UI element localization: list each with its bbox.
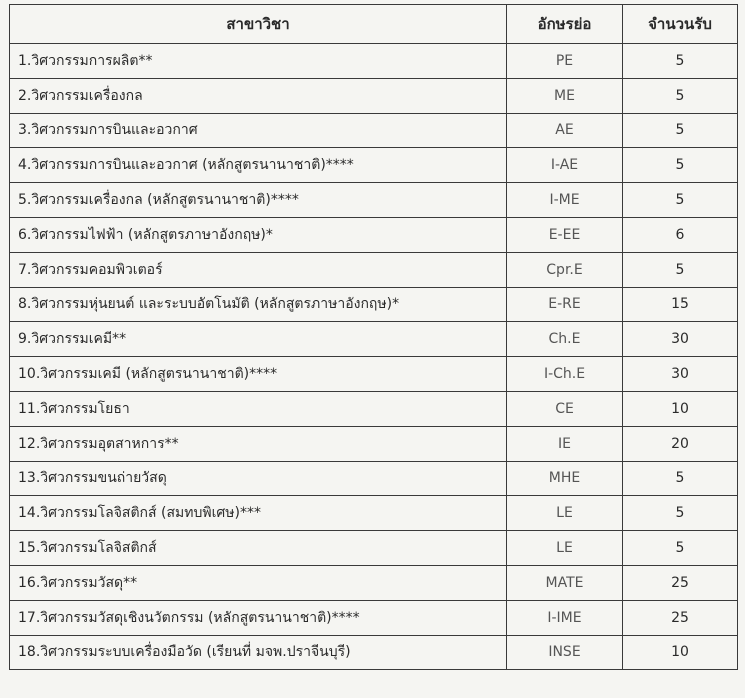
table-row bbox=[10, 565, 738, 600]
table-row bbox=[10, 496, 738, 531]
table-row bbox=[10, 635, 738, 670]
program-abbreviation: I-IME bbox=[507, 600, 623, 635]
program-abbreviation: E-EE bbox=[507, 217, 623, 252]
header-program: สาขาวิชา bbox=[10, 5, 507, 44]
program-name: 15.วิศวกรรมโลจิสติกส์ bbox=[10, 531, 507, 566]
program-quota: 10 bbox=[623, 635, 738, 670]
program-name: 3.วิศวกรรมการบินและอวกาศ bbox=[10, 113, 507, 148]
program-quota: 30 bbox=[623, 357, 738, 392]
program-name: 2.วิศวกรรมเครื่องกล bbox=[10, 78, 507, 113]
program-abbreviation: ME bbox=[507, 78, 623, 113]
program-name: 7.วิศวกรรมคอมพิวเตอร์ bbox=[10, 252, 507, 287]
program-quota: 5 bbox=[623, 113, 738, 148]
table-row bbox=[10, 391, 738, 426]
program-quota: 30 bbox=[623, 322, 738, 357]
table-row bbox=[10, 322, 738, 357]
program-name: 1.วิศวกรรมการผลิต** bbox=[10, 44, 507, 79]
program-name: 12.วิศวกรรมอุตสาหการ** bbox=[10, 426, 507, 461]
table-row bbox=[10, 217, 738, 252]
program-name: 17.วิศวกรรมวัสดุเชิงนวัตกรรม (หลักสูตรนานาชาติ)**** bbox=[10, 600, 507, 635]
program-abbreviation: I-AE bbox=[507, 148, 623, 183]
program-quota: 20 bbox=[623, 426, 738, 461]
program-quota: 5 bbox=[623, 148, 738, 183]
program-abbreviation: I-Ch.E bbox=[507, 357, 623, 392]
program-quota: 5 bbox=[623, 531, 738, 566]
table-row bbox=[10, 600, 738, 635]
program-quota: 25 bbox=[623, 600, 738, 635]
header-abbreviation: อักษรย่อ bbox=[507, 5, 623, 44]
program-abbreviation: INSE bbox=[507, 635, 623, 670]
program-name: 13.วิศวกรรมขนถ่ายวัสดุ bbox=[10, 461, 507, 496]
program-name: 4.วิศวกรรมการบินและอวกาศ (หลักสูตรนานาชาติ)**** bbox=[10, 148, 507, 183]
program-quota: 5 bbox=[623, 44, 738, 79]
program-name: 6.วิศวกรรมไฟฟ้า (หลักสูตรภาษาอังกฤษ)* bbox=[10, 217, 507, 252]
table-row bbox=[10, 78, 738, 113]
table-row bbox=[10, 287, 738, 322]
program-abbreviation: MHE bbox=[507, 461, 623, 496]
program-name: 16.วิศวกรรมวัสดุ** bbox=[10, 565, 507, 600]
program-abbreviation: PE bbox=[507, 44, 623, 79]
program-abbreviation: IE bbox=[507, 426, 623, 461]
table-row bbox=[10, 148, 738, 183]
table-row bbox=[10, 44, 738, 79]
program-name: 18.วิศวกรรมระบบเครื่องมือวัด (เรียนที่ มจพ.ปราจีนบุรี) bbox=[10, 635, 507, 670]
program-abbreviation: E-RE bbox=[507, 287, 623, 322]
program-quota: 5 bbox=[623, 252, 738, 287]
program-name: 11.วิศวกรรมโยธา bbox=[10, 391, 507, 426]
header-quota: จำนวนรับ bbox=[623, 5, 738, 44]
program-abbreviation: LE bbox=[507, 496, 623, 531]
table-row bbox=[10, 531, 738, 566]
program-abbreviation: LE bbox=[507, 531, 623, 566]
program-abbreviation: Cpr.E bbox=[507, 252, 623, 287]
table-row bbox=[10, 183, 738, 218]
program-abbreviation: MATE bbox=[507, 565, 623, 600]
program-name: 9.วิศวกรรมเคมี** bbox=[10, 322, 507, 357]
table-row bbox=[10, 113, 738, 148]
table-header-row bbox=[10, 5, 738, 44]
program-name: 14.วิศวกรรมโลจิสติกส์ (สมทบพิเศษ)*** bbox=[10, 496, 507, 531]
program-quota: 5 bbox=[623, 461, 738, 496]
program-name: 8.วิศวกรรมหุ่นยนต์ และระบบอัตโนมัติ (หลักสูตรภาษาอังกฤษ)* bbox=[10, 287, 507, 322]
program-name: 10.วิศวกรรมเคมี (หลักสูตรนานาชาติ)**** bbox=[10, 357, 507, 392]
table-row bbox=[10, 426, 738, 461]
program-quota: 6 bbox=[623, 217, 738, 252]
table-row bbox=[10, 357, 738, 392]
program-abbreviation: Ch.E bbox=[507, 322, 623, 357]
program-abbreviation: I-ME bbox=[507, 183, 623, 218]
program-quota: 5 bbox=[623, 183, 738, 218]
program-quota: 5 bbox=[623, 496, 738, 531]
table-row bbox=[10, 252, 738, 287]
program-quota: 10 bbox=[623, 391, 738, 426]
program-name: 5.วิศวกรรมเครื่องกล (หลักสูตรนานาชาติ)**** bbox=[10, 183, 507, 218]
program-table bbox=[9, 4, 738, 670]
table-row bbox=[10, 461, 738, 496]
program-quota: 15 bbox=[623, 287, 738, 322]
program-quota: 25 bbox=[623, 565, 738, 600]
program-quota: 5 bbox=[623, 78, 738, 113]
program-abbreviation: CE bbox=[507, 391, 623, 426]
program-abbreviation: AE bbox=[507, 113, 623, 148]
